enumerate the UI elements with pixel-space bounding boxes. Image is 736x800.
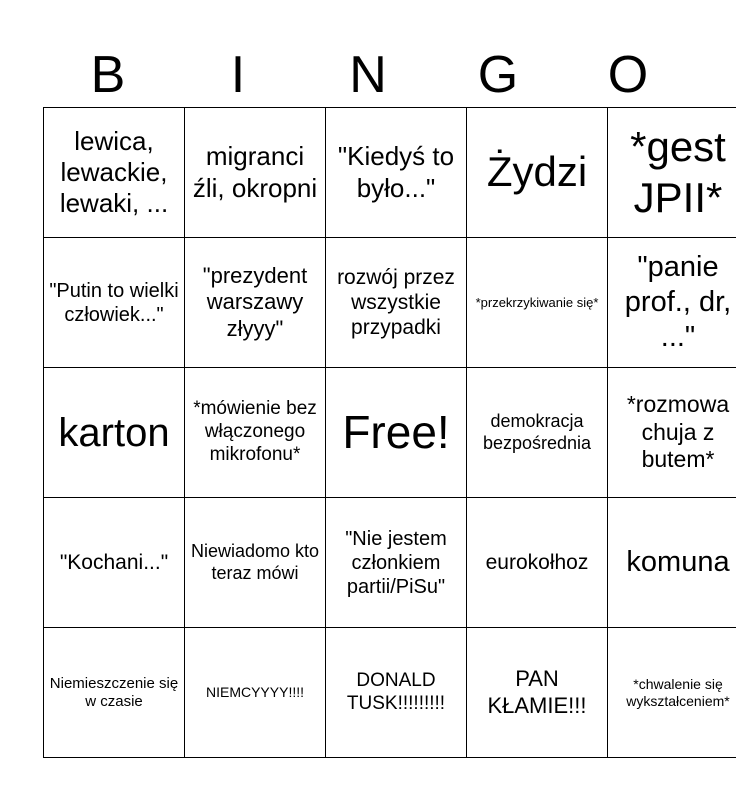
cell-text: "Putin to wielki człowiek..." <box>49 279 179 326</box>
bingo-cell[interactable] <box>467 628 608 758</box>
bingo-cell[interactable] <box>467 368 608 498</box>
cell-text: *mówienie bez włączonego mikrofonu* <box>193 398 317 465</box>
bingo-row <box>44 238 736 368</box>
bingo-cell[interactable] <box>44 498 185 628</box>
bingo-row <box>44 498 736 628</box>
bingo-cell[interactable] <box>326 238 467 368</box>
bingo-row <box>44 108 736 238</box>
cell-text: *rozmowa chuja z butem* <box>626 391 730 473</box>
bingo-cell[interactable] <box>185 108 326 238</box>
free-space-cell[interactable] <box>326 368 467 498</box>
bingo-cell[interactable] <box>608 368 736 498</box>
cell-text: eurokołhoz <box>485 550 589 574</box>
bingo-cell[interactable] <box>185 238 326 368</box>
header-letter-o: O <box>607 46 649 104</box>
cell-text: migranci źli, okropni <box>192 141 318 203</box>
cell-text: demokracja bezpośrednia <box>482 410 592 453</box>
bingo-cell[interactable] <box>467 238 608 368</box>
cell-text: komuna <box>626 546 730 579</box>
cell-text: karton <box>58 410 170 455</box>
header-letter-i: I <box>230 46 246 104</box>
bingo-cell[interactable] <box>44 108 185 238</box>
bingo-cell[interactable] <box>326 628 467 758</box>
cell-text: Niewiadomo kto teraz mówi <box>190 540 320 583</box>
cell-text: DONALD TUSK!!!!!!!!! <box>346 669 446 714</box>
bingo-cell[interactable] <box>608 238 736 368</box>
cell-text: NIEMCYYYY!!!! <box>205 684 305 701</box>
bingo-cell[interactable] <box>185 368 326 498</box>
bingo-row <box>44 368 736 498</box>
bingo-cell[interactable] <box>44 628 185 758</box>
cell-text: *przekrzykiwanie się* <box>475 294 599 310</box>
bingo-cell[interactable] <box>326 498 467 628</box>
cell-text: "Kochani..." <box>59 550 169 574</box>
header-letter-n: N <box>349 46 387 104</box>
cell-text: Żydzi <box>486 148 588 196</box>
bingo-cell[interactable] <box>608 108 736 238</box>
cell-text: lewica, lewackie, lewaki, ... <box>59 125 169 219</box>
cell-text: "Nie jestem członkiem partii/PiSu" <box>345 527 447 598</box>
cell-text: *gest JPII* <box>630 123 726 221</box>
bingo-row <box>44 628 736 758</box>
bingo-cell[interactable] <box>608 498 736 628</box>
cell-text: Free! <box>342 405 450 458</box>
bingo-header <box>43 44 693 106</box>
cell-text: "Kiedyś to było..." <box>337 141 455 203</box>
cell-text: Niemieszczenie się w czasie <box>49 674 179 710</box>
bingo-grid <box>43 107 736 758</box>
bingo-cell[interactable] <box>326 108 467 238</box>
bingo-cell[interactable] <box>44 368 185 498</box>
bingo-cell[interactable] <box>467 498 608 628</box>
cell-text: rozwój przez wszystkie przypadki <box>337 265 455 340</box>
cell-text: PAN KŁAMIE!!! <box>487 666 587 718</box>
bingo-cell[interactable] <box>467 108 608 238</box>
bingo-cell[interactable] <box>608 628 736 758</box>
header-letter-b: B <box>90 46 126 104</box>
cell-text: "prezydent warszawy złyyy" <box>202 262 308 341</box>
bingo-cell[interactable] <box>44 238 185 368</box>
cell-text: "panie prof., dr, ..." <box>624 251 732 353</box>
header-letter-g: G <box>477 46 519 104</box>
bingo-cell[interactable] <box>185 628 326 758</box>
bingo-cell[interactable] <box>185 498 326 628</box>
cell-text: *chwalenie się wykształceniem* <box>626 675 730 709</box>
